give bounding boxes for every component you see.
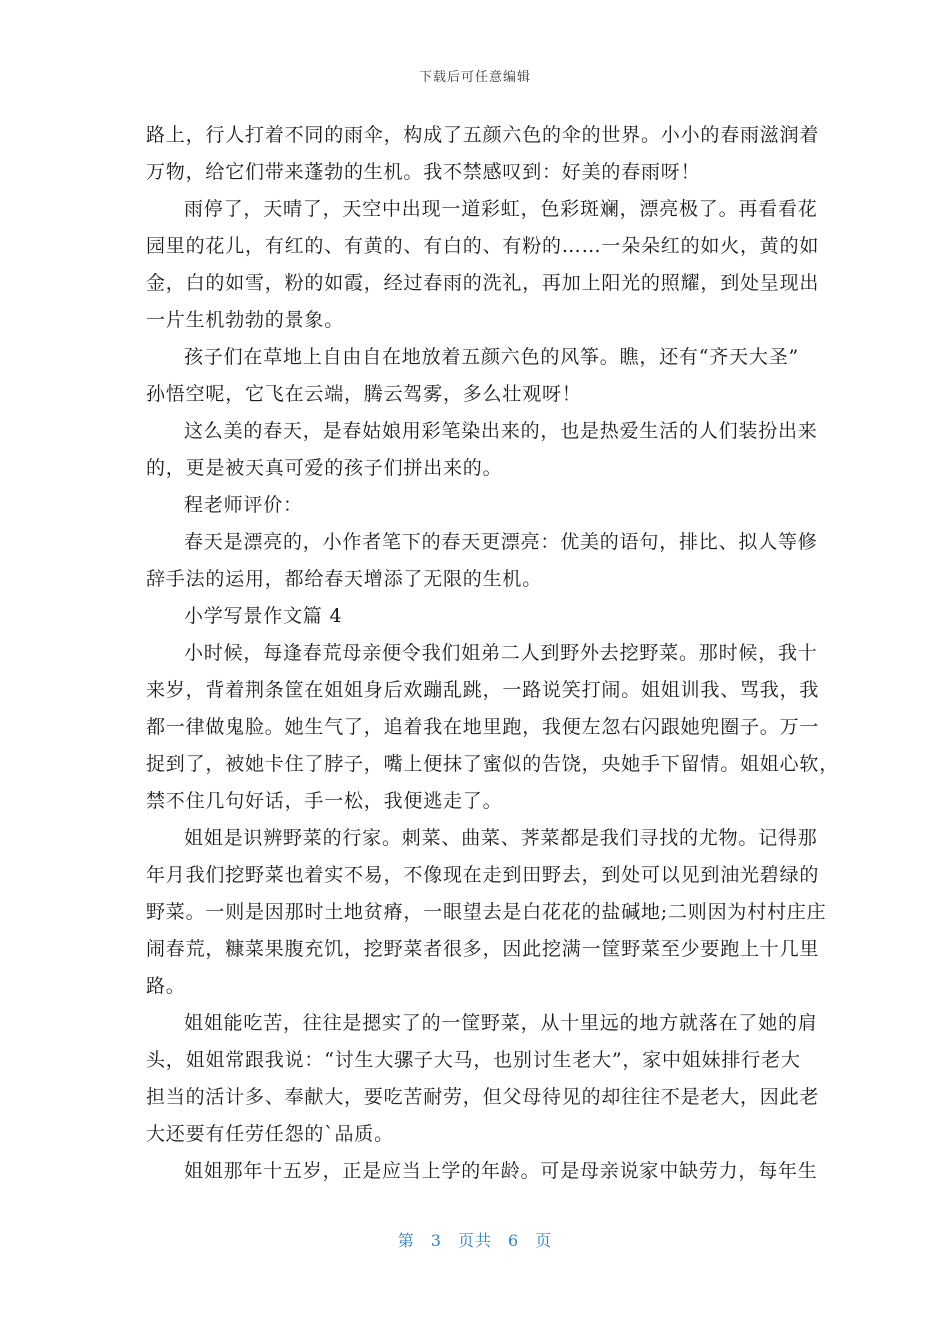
text-line: 小学写景作文篇 4 [184, 605, 343, 627]
text-line: 这么美的春天，是春姑娘用彩笔染出来的，也是热爱生活的人们装扮出来 [184, 420, 818, 442]
text-line: 辞手法的运用，都给春天增添了无限的生机。 [146, 568, 543, 590]
text-line: 来岁，背着荆条筐在姐姐身后欢蹦乱跳，一路说笑打闹。姐姐训我、骂我，我 [146, 679, 820, 701]
page-footer [0, 1228, 950, 1251]
text-line: 头，姐姐常跟我说：“讨生大骡子大马，也别讨生老大”，家中姐妹排行老大 [146, 1049, 801, 1071]
text-line: 禁不住几句好话，手一松，我便逃走了。 [146, 790, 503, 812]
text-line: 万物，给它们带来蓬勃的生机。我不禁感叹到：好美的春雨呀！ [146, 161, 701, 183]
text-line: 孙悟空呢，它飞在云端，腾云驾雾，多么壮观呀！ [146, 383, 582, 405]
text-line: 姐姐那年十五岁，正是应当上学的年龄。可是母亲说家中缺劳力，每年生 [184, 1160, 818, 1182]
page-label-prefix: 第 [397, 1231, 415, 1250]
text-line: 担当的活计多、奉献大，要吃苦耐劳，但父母待见的却往往不是老大，因此老 [146, 1086, 820, 1108]
text-line: 一片生机勃勃的景象。 [146, 309, 345, 331]
text-line: 路上，行人打着不同的雨伞，构成了五颜六色的伞的世界。小小的春雨滋润着 [146, 124, 820, 146]
text-line: 金，白的如雪，粉的如霞，经过春雨的洗礼，再加上阳光的照耀，到处呈现出 [146, 272, 820, 294]
text-line: 的，更是被天真可爱的孩子们拼出来的。 [146, 457, 503, 479]
text-line: 程老师评价： [184, 494, 303, 516]
page-label-suffix: 页 [535, 1231, 553, 1250]
text-line: 姐姐是识辨野菜的行家。刺菜、曲菜、荠菜都是我们寻找的尤物。记得那 [184, 827, 818, 849]
text-line: 野菜。一则是因那时土地贫瘠，一眼望去是白花花的盐碱地;二则因为村村庄庄 [146, 901, 827, 923]
text-line: 大还要有任劳任怨的`品质。 [146, 1123, 394, 1145]
text-line: 小时候，每逢春荒母亲便令我们姐弟二人到野外去挖野菜。那时候，我十 [184, 642, 818, 664]
text-line: 园里的花儿，有红的、有黄的、有白的、有粉的……一朵朵红的如火，黄的如 [146, 235, 820, 257]
document-body [146, 117, 840, 1190]
text-line: 年月我们挖野菜也着实不易，不像现在走到田野去，到处可以见到油光碧绿的 [146, 864, 820, 886]
text-line: 雨停了，天晴了，天空中出现一道彩虹，色彩斑斓，漂亮极了。再看看花 [184, 198, 818, 220]
text-line: 路。 [146, 975, 186, 997]
text-line: 捉到了，被她卡住了脖子，嘴上便抹了蜜似的告饶，央她手下留情。姐姐心软， [146, 753, 840, 775]
page-header: 下载后可任意编辑 [418, 70, 531, 85]
total-pages-number: 6 [508, 1231, 520, 1250]
page-label-mid: 页共 [457, 1231, 492, 1250]
text-line: 都一律做鬼脸。她生气了，追着我在地里跑，我便左忽右闪跟她兜圈子。万一 [146, 716, 820, 738]
current-page-number: 3 [430, 1231, 442, 1250]
text-line: 孩子们在草地上自由自在地放着五颜六色的风筝。瞧，还有“齐天大圣” [184, 346, 800, 368]
text-line: 春天是漂亮的，小作者笔下的春天更漂亮：优美的语句，排比、拟人等修 [184, 531, 818, 553]
text-line: 闹春荒，糠菜果腹充饥，挖野菜者很多，因此挖满一筐野菜至少要跑上十几里 [146, 938, 820, 960]
text-line: 姐姐能吃苦，往往是摁实了的一筐野菜，从十里远的地方就落在了她的肩 [184, 1012, 818, 1034]
